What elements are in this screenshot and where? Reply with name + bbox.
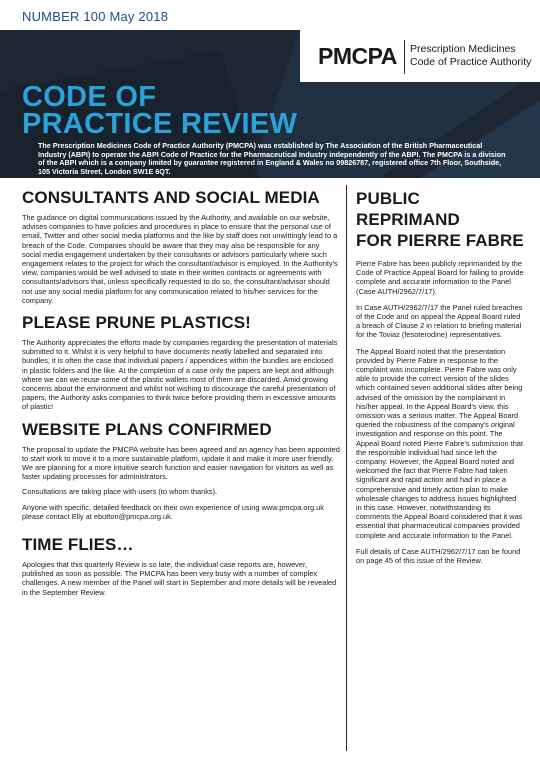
column-divider — [346, 185, 347, 751]
heading-reprimand-line1: PUBLIC REPRIMAND — [356, 189, 460, 229]
website-body-3-mid: please contact Elly at — [22, 511, 94, 521]
website-body-1: The proposal to update the PMCPA website has been agreed and an agency has been appointed to start work to move it to a more sustainable platform, update it and make it more user friendly. We are planning for a more intuitive search function and easier navigation for visitors as well as faster updating processes for administrators. — [22, 444, 340, 482]
contact-email-link[interactable]: ebutton@pmcpa.org.uk — [93, 511, 171, 521]
logo-subtitle — [410, 43, 531, 68]
heading-website: WEBSITE PLANS CONFIRMED — [22, 419, 272, 439]
logo-wordmark: PMCPA — [318, 43, 397, 69]
reprimand-body-2: In Case AUTH/2962/7/17 the Panel ruled breaches of the Code and on appeal the Appeal Board ruled a breach of Clause 2 in relation to briefing material for the Toviaz (fesoterodine) representatives. — [356, 302, 523, 340]
section-plastics — [22, 313, 340, 412]
website-body-3-prefix: Anyone with specific, detailed feedback on their own experience of using — [22, 502, 262, 512]
section-consultants — [22, 188, 340, 305]
website-body-3 — [22, 503, 340, 521]
issue-bar — [0, 0, 540, 30]
section-time-flies — [22, 535, 340, 597]
heading-reprimand — [356, 188, 524, 251]
heading-consultants: CONSULTANTS AND SOCIAL MEDIA — [22, 188, 320, 207]
consultants-body: The guidance on digital communications issued by the Authority, and available on our website, advises companies to have policies and procedures in place to ensure that the personal use of email, Twitter and other social media platforms and the like by staff does not unwittingly lead to a breach of the Code. Companies should be aware that they may also be responsible for any social media engagement undertaken by their consultants or advisors particularly where such engagement relates to the project for which the consultant/advisor is employed. In the Authority's view, companies would be well advised to state in their written contracts or agreements with consultants/advisors that, unless specifically requested to do so, the consultant/advisor should not use any social media platform for any communication related to his/her services for the company. — [22, 213, 338, 305]
heading-plastics: PLEASE PRUNE PLASTICS! — [22, 313, 251, 333]
heading-reprimand-line2: FOR PIERRE FABRE — [356, 231, 524, 250]
masthead — [0, 30, 540, 178]
logo-divider — [404, 40, 405, 74]
reprimand-body-3: The Appeal Board noted that the presentation provided by Pierre Fabre in response to the complaint was incomplete. Pierre Fabre was only able to provide the correct version of the slides which contained seven additional slides after being advised of the omission by the complainant in his/her appeal. In the Appeal Board's view, this omission was a serious matter. The Appeal Board queried the robustness of the company's original investigation and response on this point. The Appeal Board noted Pierre Fabre's submission that the responsible individual had since left the company. However, the Appeal Board noted and welcomed the fact that Pierre Fabre had taken significant and rapid action and had in place a comprehensive and timely action plan to make wholesale changes to address issues highlighted in this case. However, notwithstanding its comments the Appeal Board considered that it was essential that pharmaceutical companies provided complete and accurate information to the Panel. — [356, 346, 523, 540]
plastics-body: The Authority appreciates the efforts made by companies regarding the presentation of materials submitted to it. Whilst it is very helpful to have documents neatly labelled and separated into bundles, it is often the case that individual papers / appendices within the bundles are enclosed in plastic folders and the like. At the completion of a case only the papers are kept and although where we can we reuse some of the plastic wallets most of them are discarded. Amid growing concerns about the environment and whilst not wishing to discourage the careful presentation of papers, the Authority asks companies to think twice before providing them in excessive amounts of plastic! — [22, 338, 338, 412]
time-flies-body: Apologies that this quarterly Review is so late, the individual case reports are, however, published as soon as possible. The PMCPA has been very busy with a number of complex challenges. A new member of the Panel will start in September and more details will be revealed in the September Review. — [22, 560, 337, 597]
left-column — [22, 188, 340, 603]
issue-number: NUMBER 100 May 2018 — [22, 9, 169, 24]
section-website — [22, 420, 340, 521]
logo-subtitle-line1: Prescription Medicines — [410, 43, 516, 55]
intro-text: The Prescription Medicines Code of Practice Authority (PMCPA) was established by The Association of the British Pharmaceutical Industry (ABPI) to operate the ABPI Code of Practice for the Pharmaceutical Industry independently of the ABPI. The PMCPA is a division of the ABPI which is a company limited by guarantee registered in England & Wales no 09826787, registered office 7th Floor, Southside, 105 Victoria Street, London SW1E 6QT. — [38, 141, 506, 176]
title-line2: PRACTICE REVIEW — [22, 108, 298, 140]
title-line1: CODE OF — [22, 81, 157, 113]
right-column — [356, 188, 524, 572]
website-body-3-suffix: . — [170, 511, 173, 521]
logo-subtitle-line2: Code of Practice Authority — [410, 55, 532, 68]
website-body-2: Consultations are taking place with users (to whom thanks). — [22, 487, 218, 497]
reprimand-body-1: Pierre Fabre has been publicly reprimanded by the Code of Practice Appeal Board for failing to provide complete and accurate information to the Panel (Case AUTH/2962/7/17). — [356, 259, 524, 296]
website-link[interactable]: www.pmcpa.org.uk — [261, 502, 324, 512]
publication-title — [22, 81, 298, 140]
heading-time-flies: TIME FLIES… — [22, 535, 134, 555]
reprimand-body-4: Full details of Case AUTH/2962/7/17 can be found on page 45 of this issue of the Review. — [356, 546, 521, 566]
pmcpa-logo — [300, 30, 540, 82]
